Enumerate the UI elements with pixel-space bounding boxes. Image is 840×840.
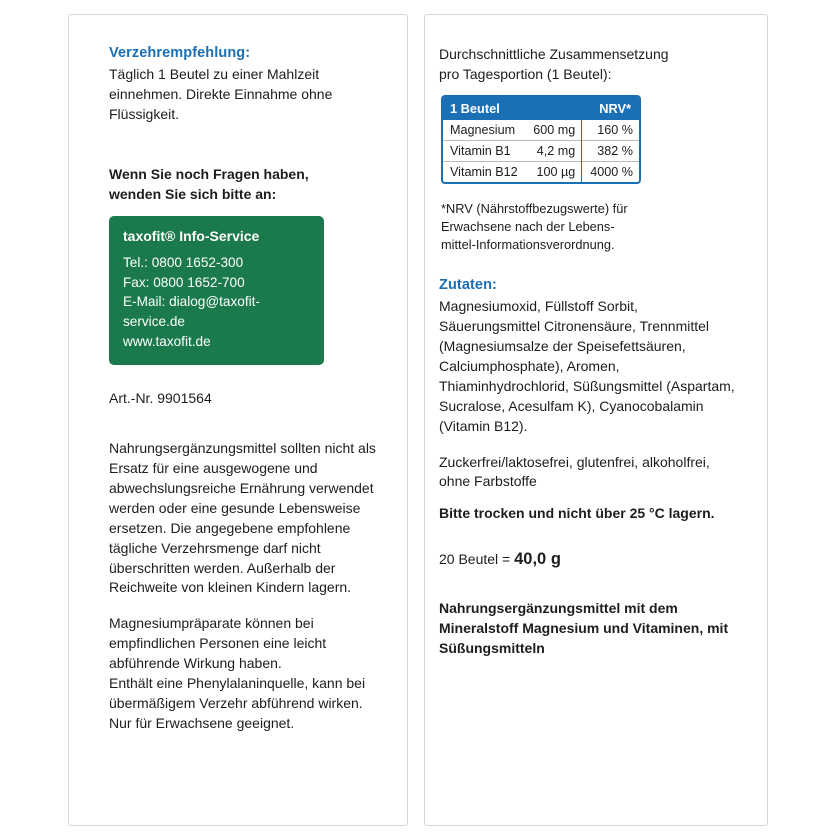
nrv-footnote-line-1: *NRV (Nährstoffbezugswerte) für (441, 200, 628, 216)
left-panel (68, 14, 408, 826)
contact-email[interactable]: E-Mail: dialog@taxofit-service.de (123, 294, 260, 329)
nutrition-header-serving: 1 Beutel (443, 97, 582, 120)
left-panel-content (69, 15, 407, 825)
product-claim: Nahrungsergänzungsmittel mit dem Mineralstoff Magnesium und Vitaminen, mit Süßungsmitteln (439, 600, 729, 656)
nutrient-amount: 100 µg (525, 161, 582, 182)
storage-instructions: Bitte trocken und nicht über 25 °C lagern. (439, 505, 715, 522)
nutrient-name: Vitamin B1 (443, 140, 525, 161)
usage-heading: Verzehrempfehlung: (109, 45, 251, 61)
nutrient-amount: 4,2 mg (525, 140, 582, 161)
ingredients-heading: Zutaten: (439, 277, 497, 294)
contact-phone: Tel.: 0800 1652-300 (123, 254, 244, 270)
contact-box (109, 216, 324, 365)
nutrient-name: Vitamin B12 (443, 161, 525, 182)
nrv-footnote-line-3: mittel-Informationsverordnung. (441, 236, 615, 252)
nrv-footnote-line-2: Erwachsene nach der Lebens- (441, 218, 615, 234)
nutrition-header-nrv: NRV* (582, 97, 639, 120)
nutrient-nrv: 382 % (582, 140, 639, 161)
nutrition-table-wrapper (441, 95, 641, 184)
table-row (443, 140, 639, 161)
right-panel (424, 14, 768, 826)
net-quantity (439, 550, 741, 569)
net-quantity-weight: 40,0 g (514, 550, 561, 569)
warning-adults-only: Nur für Erwachsene geeignet. (109, 714, 295, 731)
nutrient-amount: 600 mg (533, 122, 576, 137)
disclaimer-text: Nahrungsergänzungsmittel sollten nicht als Ersatz für eine ausgewogene und abwechslungsreiche Ernährung verwendet werden oder eine gesunde Lebensweise ersetzen. Die angegebene empfohlene tägliche Verzehrsmenge darf nicht überschritten werden. Außerhalb der Reichweite von kleinen Kindern lagern. (109, 440, 376, 596)
article-number: Art.-Nr. 9901564 (109, 390, 212, 407)
questions-line-2: wenden Sie sich bitte an: (109, 185, 277, 202)
usage-text: Täglich 1 Beutel zu einer Mahlzeit einnehmen. Direkte Einnahme ohne Flüssigkeit. (109, 66, 333, 122)
table-row (443, 161, 639, 182)
contact-fax: Fax: 0800 1652-700 (123, 274, 245, 290)
right-panel-content (425, 15, 767, 825)
questions-line-1: Wenn Sie noch Fragen haben, (109, 165, 309, 182)
ingredients-text: Magnesiumoxid, Füllstoff Sorbit, Säuerungsmittel Citronensäure, Trennmittel (Magnesiumsalze der Speisefettsäuren, Calciumphosphate), Aromen, Thiaminhydrochlorid, Süßungsmittel (Aspartam, Sucralose, Acesulfam K), Cyanocobalamin (Vitamin B12). (439, 298, 735, 434)
free-from-text: Zuckerfrei/laktosefrei, glutenfrei, alkoholfrei, ohne Farbstoffe (439, 453, 710, 490)
nutrient-nrv: 4000 % (582, 161, 639, 182)
nutrient-nrv: 160 % (582, 120, 639, 141)
contact-website[interactable]: www.taxofit.de (123, 333, 211, 349)
warning-laxative: Magnesiumpräparate können bei empfindlichen Personen eine leicht abführende Wirkung haben. (109, 615, 327, 672)
nutrition-table (443, 97, 639, 182)
warning-phenylalanine: Enthält eine Phenylalaninquelle, kann bei übermäßigem Verzehr abführend wirken. (109, 674, 366, 711)
table-row (443, 120, 639, 141)
composition-intro-line-2: pro Tagesportion (1 Beutel): (439, 65, 612, 82)
nutrient-name: Magnesium (450, 122, 516, 137)
net-quantity-prefix: 20 Beutel = (439, 551, 515, 568)
contact-title: taxofit® Info-Service (123, 228, 260, 245)
composition-intro-line-1: Durchschnittliche Zusammensetzung (439, 46, 669, 62)
nutrition-table-header-row (443, 97, 639, 120)
